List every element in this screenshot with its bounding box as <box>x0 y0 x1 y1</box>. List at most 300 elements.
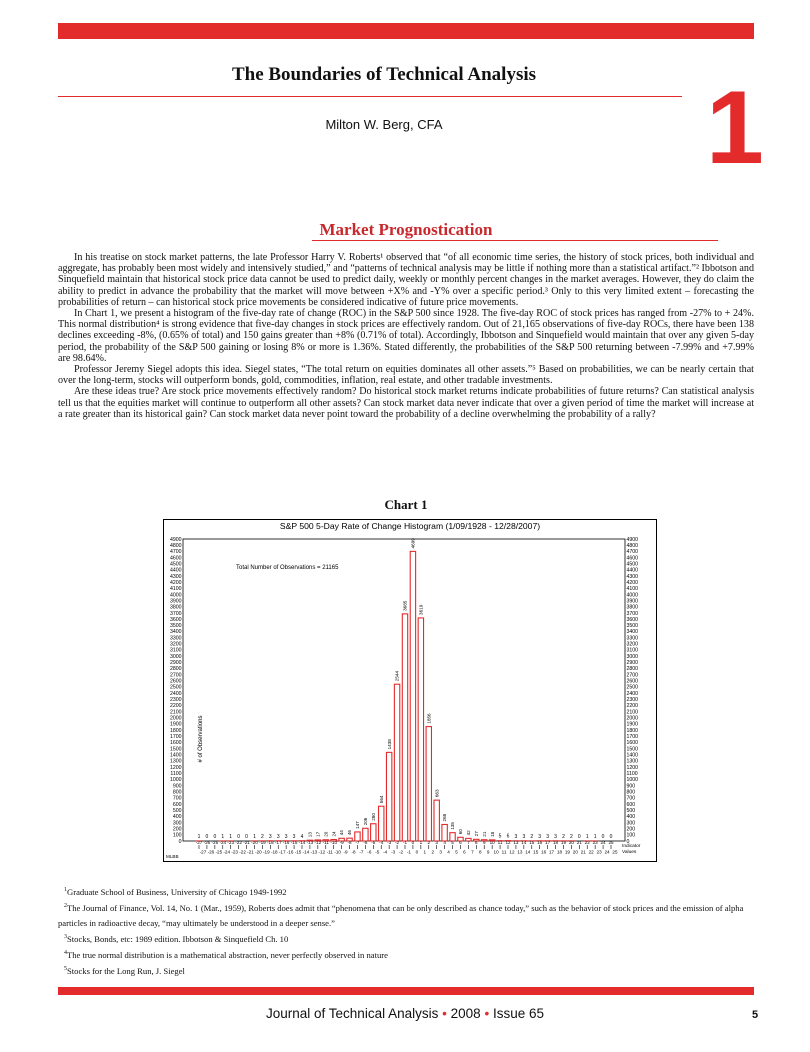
x-tick-label-lower: -5 <box>375 849 380 855</box>
histogram-bar <box>418 618 423 841</box>
x-tick-label-upper: -17 <box>274 840 282 845</box>
y-tick-label-left: 3000 <box>169 653 182 660</box>
bar-value-label: 3 <box>554 833 557 840</box>
y-tick-label-right: 4200 <box>626 579 639 586</box>
x-tick-label-lower: -24 <box>223 849 231 855</box>
y-tick-label-left: 3700 <box>169 610 182 617</box>
journal-year: 2008 <box>450 1006 481 1021</box>
bar-value-label: 3619 <box>418 604 424 615</box>
y-tick-label-right: 2400 <box>626 690 639 697</box>
bar-value-label: 42 <box>465 830 471 836</box>
y-tick-label-right: 1800 <box>626 727 639 734</box>
x-tick-label-lower: 9 <box>486 849 490 855</box>
y-tick-label-right: 4100 <box>626 586 639 593</box>
y-tick-label-right: 200 <box>626 826 636 833</box>
footnote-4: $^4$The true normal distribution is a mathematical abstraction, never perfectly observed in nature <box>64 950 388 961</box>
y-tick-label-left: 1300 <box>169 758 182 765</box>
x-tick-label-lower: -9 <box>343 849 348 855</box>
x-tick-label-lower: 23 <box>596 849 602 855</box>
y-tick-label-right: 1600 <box>626 740 639 747</box>
x-tick-label-upper: -15 <box>290 840 298 845</box>
x-tick-label-upper: -11 <box>322 840 329 845</box>
paragraph: Are these ideas true? Are stock price movements effectively random? Do historical stock market returns indicate probabilities of future returns? Can statistical analysis tell us that the equities market will continue to outperform all other assets? Can stock market data never indicate that over a given period of time the market will increase at a rate greater than its historical gain? Can stock market data never point toward the probability of a decline overwhelming the probability of a rally? <box>58 386 754 420</box>
x-tick-label-lower: -23 <box>231 849 238 855</box>
x-tick-label-lower: 6 <box>463 849 466 855</box>
x-tick-label-lower: 18 <box>556 849 563 855</box>
x-tick-label-upper: 15 <box>529 840 535 845</box>
y-tick-label-right: 2900 <box>626 660 639 667</box>
y-tick-label-right: 4000 <box>626 592 639 599</box>
x-tick-label-upper: -21 <box>243 840 250 845</box>
y-tick-label-left: 2800 <box>169 666 182 673</box>
y-tick-label-right: 4500 <box>626 561 639 568</box>
bar-value-label: 1438 <box>386 739 392 750</box>
y-tick-label-left: 1500 <box>169 746 182 753</box>
y-tick-label-left: 2100 <box>169 709 182 716</box>
y-tick-label-right: 900 <box>626 783 636 790</box>
y-tick-label-right: 600 <box>626 801 636 808</box>
title-divider <box>58 96 682 97</box>
histogram-bar <box>386 752 391 841</box>
y-tick-label-right: 400 <box>626 814 636 821</box>
bar-value-label: 2 <box>569 833 573 840</box>
x-tick-label-upper: -13 <box>306 840 314 845</box>
bar-value-label: 268 <box>442 813 448 822</box>
y-tick-label-left: 500 <box>172 807 182 814</box>
x-tick-label-upper: -27 <box>195 840 203 845</box>
x-tick-label-lower: 21 <box>580 849 586 855</box>
y-tick-label-right: 3500 <box>626 623 639 630</box>
bar-value-label: 0 <box>601 834 605 840</box>
x-axis-label-line1: Indicator <box>622 844 641 849</box>
journal-footer <box>0 1006 810 1021</box>
x-tick-label-upper: 8 <box>475 840 478 845</box>
x-tick-label-lower: -21 <box>247 849 254 855</box>
bar-value-label: 206 <box>362 817 368 826</box>
x-tick-label-upper: 24 <box>600 840 606 845</box>
x-tick-label-lower: -3 <box>391 849 396 855</box>
bar-value-label: 1 <box>585 833 589 840</box>
x-tick-label-lower: 0 <box>415 849 419 855</box>
y-tick-label-right: 2200 <box>626 703 639 710</box>
histogram-bar <box>426 727 431 841</box>
observations-note: Total Number of Observations = 21165 <box>236 565 339 571</box>
x-tick-label-lower: 13 <box>517 849 523 855</box>
bar-value-label: 3 <box>538 833 542 840</box>
top-accent-bar <box>58 23 754 39</box>
y-tick-label-left: 4200 <box>169 579 182 586</box>
y-tick-label-left: 1700 <box>169 734 182 741</box>
bar-value-label: 3 <box>292 833 296 840</box>
x-tick-label-upper: -2 <box>395 840 400 845</box>
bar-value-label: 0 <box>205 834 209 840</box>
y-tick-label-left: 1100 <box>170 771 182 778</box>
bar-value-label: 0 <box>609 834 613 840</box>
y-tick-label-right: 2700 <box>626 672 639 679</box>
bar-value-label: 147 <box>355 821 361 829</box>
x-tick-label-lower: 17 <box>549 849 555 855</box>
histogram-bar <box>434 800 439 841</box>
bar-value-label: 46 <box>347 830 353 836</box>
x-tick-label-lower: 16 <box>541 849 547 855</box>
y-tick-label-left: 4500 <box>169 561 182 568</box>
bar-value-label: 0 <box>245 834 248 840</box>
x-tick-label-upper: -24 <box>219 840 227 845</box>
y-tick-label-left: 4700 <box>169 549 182 556</box>
y-tick-label-right: 300 <box>626 820 636 827</box>
y-tick-label-right: 3900 <box>626 598 639 605</box>
article-title: The Boundaries of Technical Analysis <box>231 64 537 85</box>
bar-value-label: 44 <box>339 830 345 836</box>
footnote-1: $^1$Graduate School of Business, University of Chicago 1949-1992 <box>64 886 287 897</box>
y-tick-label-left: 2200 <box>169 703 182 710</box>
x-tick-label-lower: -16 <box>286 849 294 855</box>
y-tick-label-left: 3100 <box>169 647 182 654</box>
y-tick-label-left: 3200 <box>169 641 182 648</box>
y-tick-label-left: 1900 <box>169 721 182 728</box>
y-tick-label-right: 1900 <box>626 721 639 728</box>
y-tick-label-right: 700 <box>626 795 636 802</box>
y-tick-label-left: 3500 <box>169 623 182 630</box>
x-tick-label-upper: 12 <box>505 840 511 845</box>
y-tick-label-left: 4900 <box>169 536 182 543</box>
x-tick-label-lower: 24 <box>604 849 610 855</box>
y-tick-label-left: 300 <box>172 820 182 827</box>
histogram-bar <box>442 824 447 841</box>
y-tick-label-right: 4900 <box>626 536 639 543</box>
bar-value-label: 2 <box>260 833 264 840</box>
bar-value-label: 0 <box>213 834 217 840</box>
y-tick-label-right: 1200 <box>626 764 639 771</box>
y-tick-label-left: 3300 <box>169 635 182 642</box>
x-tick-label-lower: 25 <box>612 849 618 855</box>
x-tick-label-lower: 11 <box>501 849 507 855</box>
bar-value-label: 564 <box>378 795 384 804</box>
bar-value-label: 3 <box>546 833 550 840</box>
bar-value-label: 27 <box>473 831 479 837</box>
x-axis-label-line2: Values <box>622 850 637 855</box>
x-tick-label-upper: 5 <box>451 840 454 845</box>
y-tick-label-right: 500 <box>626 807 636 814</box>
x-tick-label-upper: -20 <box>251 840 258 845</box>
y-tick-label-left: 1000 <box>169 777 182 784</box>
x-tick-label-upper: -23 <box>227 840 235 845</box>
x-tick-label-upper: -5 <box>371 840 376 845</box>
x-tick-label-lower: -26 <box>207 849 215 855</box>
y-tick-label-right: 3200 <box>626 641 639 648</box>
y-tick-label-right: 2800 <box>626 666 639 673</box>
x-tick-label-lower: 1 <box>423 849 427 855</box>
bar-value-label: 3 <box>276 833 280 840</box>
bar-value-label: 0 <box>577 834 581 840</box>
separator-dot: • <box>484 1006 490 1021</box>
x-tick-label-upper: -12 <box>314 840 322 845</box>
bottom-accent-bar <box>58 987 754 995</box>
histogram-bar <box>379 806 384 841</box>
bar-value-label: 3 <box>284 833 288 840</box>
y-tick-label-right: 4600 <box>626 555 639 562</box>
x-tick-label-upper: 7 <box>467 840 470 845</box>
y-tick-label-left: 1200 <box>169 764 182 771</box>
x-tick-label-upper: -9 <box>339 840 344 845</box>
y-tick-label-left: 2500 <box>169 684 182 691</box>
x-tick-label-lower: -14 <box>302 849 310 855</box>
chart-caption: Chart 1 <box>384 497 428 512</box>
y-tick-label-right: 3600 <box>626 616 639 623</box>
x-tick-label-upper: 22 <box>584 840 590 845</box>
y-tick-label-right: 1400 <box>626 752 639 759</box>
x-tick-label-upper: -26 <box>203 840 211 845</box>
bar-value-label: 4699 <box>410 538 416 549</box>
histogram-bar <box>402 614 407 841</box>
x-tick-label-lower: -6 <box>367 849 372 855</box>
x-tick-label-upper: 17 <box>545 840 551 845</box>
y-tick-label-right: 3700 <box>626 610 639 617</box>
bar-value-label: 17 <box>315 831 321 837</box>
x-tick-label-upper: 23 <box>592 840 598 845</box>
histogram-chart <box>163 519 657 862</box>
x-tick-label-upper: 18 <box>552 840 559 845</box>
y-tick-label-left: 2900 <box>169 660 182 667</box>
x-tick-label-lower: -27 <box>199 849 207 855</box>
x-tick-label-upper: 2 <box>427 840 431 845</box>
y-tick-label-right: 2300 <box>626 697 639 704</box>
x-tick-label-upper: -25 <box>211 840 219 845</box>
y-tick-label-right: 800 <box>626 789 636 796</box>
x-tick-label-lower: -18 <box>270 849 278 855</box>
corner-label: MLBB <box>166 854 179 859</box>
y-tick-label-left: 1600 <box>169 740 182 747</box>
x-tick-label-lower: 19 <box>564 849 570 855</box>
x-tick-label-upper: 21 <box>576 840 582 845</box>
y-tick-label-left: 4000 <box>169 592 182 599</box>
bar-value-label: 6 <box>506 833 510 840</box>
bar-value-label: 4 <box>300 833 304 840</box>
author-name: Milton W. Berg, CFA <box>325 117 443 132</box>
x-tick-label-upper: -19 <box>259 840 266 845</box>
article-body <box>58 252 754 420</box>
separator-dot: • <box>442 1006 447 1021</box>
x-tick-label-lower: 3 <box>439 849 442 855</box>
y-tick-label-left: 4300 <box>169 573 182 580</box>
y-tick-label-right: 4700 <box>626 549 639 556</box>
x-tick-label-lower: 10 <box>493 849 499 855</box>
y-tick-label-right: 1000 <box>626 777 639 784</box>
bar-value-label: 1 <box>221 833 225 840</box>
y-tick-label-left: 4800 <box>169 542 182 549</box>
bar-value-label: 21 <box>481 831 487 837</box>
chart-title: S&P 500 5-Day Rate of Change Histogram (1/09/1928 - 12/28/2007) <box>279 521 541 531</box>
x-tick-label-lower: -8 <box>351 849 356 855</box>
y-tick-label-right: 100 <box>626 832 636 839</box>
x-tick-label-lower: 12 <box>509 849 515 855</box>
bar-value-label: 18 <box>489 831 495 837</box>
y-tick-label-right: 3100 <box>626 647 639 654</box>
x-tick-label-lower: 2 <box>431 849 435 855</box>
bar-value-label: 0 <box>237 834 241 840</box>
y-tick-label-right: 3000 <box>626 653 639 660</box>
x-tick-label-upper: -3 <box>387 840 392 845</box>
bar-value-label: 1 <box>593 833 597 840</box>
x-tick-label-upper: -16 <box>282 840 290 845</box>
y-tick-label-left: 900 <box>172 783 182 790</box>
x-tick-label-lower: 14 <box>525 849 531 855</box>
y-tick-label-left: 700 <box>172 795 182 802</box>
paragraph: In Chart 1, we present a histogram of the five-day rate of change (ROC) in the S&P 500 since 1928. The five-day ROC of stock prices has ranged from -27% to + 24%. This normal distribution⁴ is strong evidence that five-day changes in stock prices are effectively random. Out of 21,165 observations of five-day ROCs, there have been 138 declines exceeding -8%, (0.65% of total) and 150 gains greater than +8% (0.71% of total). Accordingly, Ibbotson and Sinquefield would maintain that over any given 5-day period, the probability of the S&P 500 gaining or losing 8% or more is 1.36%. Stated differently, the probabilities of the S&P 500 returning between -7.99% and +7.99% are 98.64%. <box>58 308 754 364</box>
x-tick-label-lower: -11 <box>326 849 333 855</box>
y-tick-label-left: 2400 <box>169 690 182 697</box>
bar-value-label: 24 <box>331 831 337 837</box>
y-tick-label-left: 1400 <box>169 752 182 759</box>
x-tick-label-upper: 19 <box>560 840 567 845</box>
y-tick-label-left: 3600 <box>169 616 182 623</box>
bar-value-label: 5 <box>498 833 502 840</box>
y-tick-label-left: 600 <box>172 801 182 808</box>
bar-value-label: 20 <box>323 831 329 837</box>
y-tick-label-right: 4800 <box>626 542 639 549</box>
x-tick-label-upper: 6 <box>459 840 462 845</box>
x-tick-label-upper: 16 <box>537 840 543 845</box>
y-tick-label-right: 1300 <box>626 758 639 765</box>
x-tick-label-upper: 13 <box>513 840 519 845</box>
x-tick-label-upper: -18 <box>266 840 274 845</box>
x-tick-label-lower: -22 <box>239 849 246 855</box>
bar-value-label: 3 <box>268 833 272 840</box>
footnote-5: $^5$Stocks for the Long Run, J. Siegel <box>64 966 185 977</box>
y-tick-label-right: 0 <box>626 838 630 845</box>
bar-value-label: 60 <box>458 829 464 835</box>
x-tick-label-lower: 15 <box>533 849 539 855</box>
y-tick-label-left: 100 <box>172 832 182 839</box>
x-tick-label-lower: -4 <box>383 849 388 855</box>
x-tick-label-upper: -22 <box>235 840 242 845</box>
x-tick-label-upper: -6 <box>363 840 368 845</box>
y-tick-label-left: 200 <box>172 826 182 833</box>
x-tick-label-lower: 20 <box>572 849 578 855</box>
y-tick-label-right: 1100 <box>626 771 638 778</box>
y-tick-label-left: 3400 <box>169 629 182 636</box>
y-tick-label-left: 3900 <box>169 598 182 605</box>
y-tick-label-left: 1800 <box>169 727 182 734</box>
chapter-number: 1 <box>706 70 764 186</box>
x-tick-label-lower: 4 <box>447 849 450 855</box>
x-tick-label-lower: -17 <box>278 849 286 855</box>
y-tick-label-right: 1700 <box>626 734 639 741</box>
bar-value-label: 2544 <box>394 670 400 682</box>
y-tick-label-left: 400 <box>172 814 182 821</box>
x-tick-label-upper: 3 <box>435 840 438 845</box>
y-tick-label-left: 4100 <box>169 586 182 593</box>
y-tick-label-left: 2000 <box>169 715 182 722</box>
x-tick-label-lower: 5 <box>455 849 458 855</box>
x-tick-label-upper: -4 <box>379 840 384 845</box>
footnote-2: $^2$The Journal of Finance, Vol. 14, No. 1 (Mar., 1959), Roberts does admit that “phenomena that can be only described as chance today,” such as the behavior of stock prices and the emission of alpha particles in radioactive decay, “may ultimately be understood in a deeper sense.” <box>58 903 744 928</box>
x-tick-label-upper: -1 <box>402 840 408 845</box>
bar-value-label: 2 <box>530 833 534 840</box>
bar-value-label: 13 <box>307 832 313 838</box>
journal-issue: Issue 65 <box>492 1006 544 1021</box>
y-tick-label-right: 1500 <box>626 746 639 753</box>
y-tick-label-left: 3800 <box>169 604 182 611</box>
x-tick-label-upper: -10 <box>330 840 338 845</box>
histogram-bar <box>410 551 415 841</box>
x-tick-label-lower: -1 <box>406 849 412 855</box>
x-tick-label-upper: 10 <box>489 840 495 845</box>
y-tick-label-left: 0 <box>178 838 182 845</box>
x-tick-label-upper: 1 <box>419 840 423 845</box>
x-tick-label-lower: 22 <box>588 849 594 855</box>
x-tick-label-lower: -7 <box>359 849 364 855</box>
x-tick-label-lower: -15 <box>294 849 302 855</box>
x-tick-label-upper: -7 <box>355 840 360 845</box>
bar-value-label: 2 <box>562 833 565 840</box>
x-tick-label-lower: 8 <box>478 849 482 855</box>
x-tick-label-upper: 11 <box>497 840 503 845</box>
histogram-bar <box>394 684 399 841</box>
x-tick-label-upper: 9 <box>482 840 486 845</box>
x-tick-label-upper: 14 <box>521 840 527 845</box>
bar-value-label: 280 <box>370 813 376 821</box>
x-tick-label-lower: -19 <box>263 849 270 855</box>
x-tick-label-upper: 0 <box>411 840 415 845</box>
y-tick-label-left: 4400 <box>169 567 182 574</box>
x-tick-label-upper: -14 <box>298 840 306 845</box>
y-tick-label-left: 2700 <box>169 672 182 679</box>
journal-name: Journal of Technical Analysis <box>266 1006 439 1021</box>
page-number: 5 <box>752 1009 759 1021</box>
y-tick-label-right: 2000 <box>626 715 639 722</box>
bar-value-label: 663 <box>434 789 440 798</box>
x-tick-label-upper: 25 <box>608 840 614 845</box>
y-tick-label-right: 4300 <box>626 573 639 580</box>
bar-value-label: 1 <box>229 833 233 840</box>
y-tick-label-right: 2500 <box>626 684 639 691</box>
bar-value-label: 3 <box>522 833 526 840</box>
y-tick-label-right: 3300 <box>626 635 639 642</box>
section-heading: Market Prognostication <box>319 220 493 239</box>
y-tick-label-right: 3800 <box>626 604 639 611</box>
y-tick-label-left: 4600 <box>169 555 182 562</box>
bar-value-label: 135 <box>450 822 456 830</box>
footnotes <box>58 883 754 979</box>
x-tick-label-lower: -2 <box>398 849 404 855</box>
x-tick-label-lower: -10 <box>334 849 341 855</box>
histogram-bar <box>371 824 376 841</box>
bar-value-label: 3685 <box>402 600 408 611</box>
y-tick-label-right: 4400 <box>626 567 639 574</box>
x-tick-label-upper: 20 <box>568 840 574 845</box>
bar-value-label: 1 <box>197 833 201 840</box>
y-tick-label-right: 2600 <box>626 678 639 685</box>
bar-value-label: 1 <box>253 833 256 840</box>
y-tick-label-right: 2100 <box>626 709 639 716</box>
y-tick-label-right: 3400 <box>626 629 639 636</box>
paragraph: In his treatise on stock market patterns, the late Professor Harry V. Roberts¹ observed that “of all economic time series, the history of stock prices, both individual and aggregate, has probably been most widely and intensively studied,” and “patterns of technical analysis may be little if nothing more than a statistical artifact.”² Ibbotson and Sinquefield maintain that historical stock price data cannot be used to predict daily, weekly or monthly percent changes in the market averages. However, they do claim the ability to predict in advance the probability that the market will move between +X% and -Y% over a specific period.³ Only to this very limited extent – forecasting the probabilities of return – can historical stock price movements be considered indicative of future price movements. <box>58 252 754 308</box>
y-tick-label-left: 2600 <box>169 678 182 685</box>
x-tick-label-upper: -8 <box>347 840 352 845</box>
y-tick-label-left: 2300 <box>169 697 182 704</box>
bar-value-label: 3 <box>514 833 518 840</box>
y-tick-label-left: 800 <box>172 789 182 796</box>
x-tick-label-lower: -25 <box>215 849 223 855</box>
x-tick-label-lower: -13 <box>310 849 318 855</box>
footnote-3: $^3$Stocks, Bonds, etc: 1989 edition. Ibbotson & Sinquefield Ch. 10 <box>64 933 289 944</box>
paragraph: Professor Jeremy Siegel adopts this idea. Siegel states, “The total return on equities dominates all other assets.”⁵ Based on probabilities, we can be nearly certain that over the long-term, stocks will outperform bonds, gold, commodities, inflation, real estate, and other tradable investments. <box>58 364 754 387</box>
x-tick-label-lower: -12 <box>318 849 326 855</box>
bar-value-label: 1856 <box>426 713 432 724</box>
x-tick-label-lower: -20 <box>255 849 262 855</box>
y-axis-label: # of Observations <box>198 715 204 763</box>
